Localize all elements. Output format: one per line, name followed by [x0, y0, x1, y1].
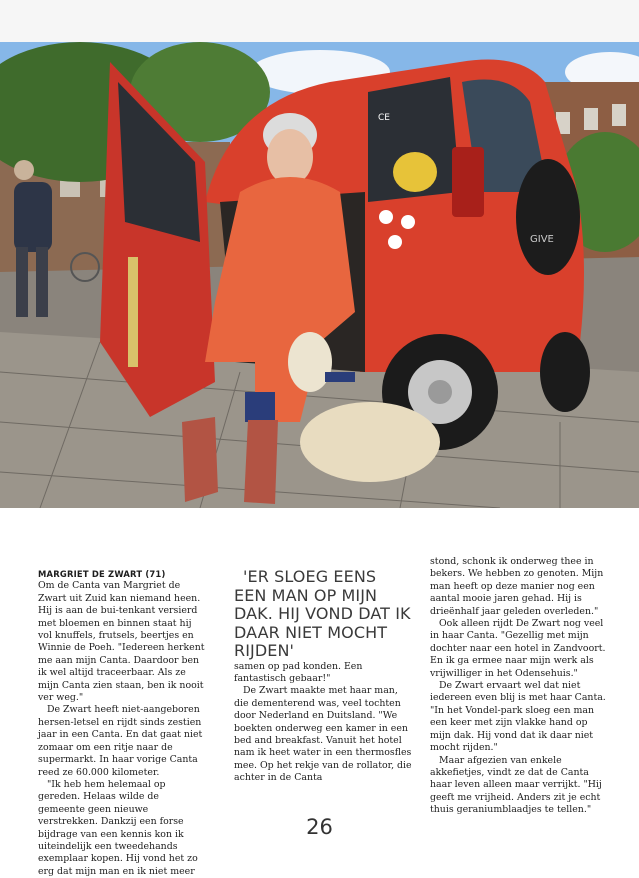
paragraph: Maar afgezien van enkele akkefietjes, vindt ze dat de Canta haar leven alleen maar verrijkt. "Hij geeft me vrijheid. Anders zit je echt thuis geraniumblaadjes te tellen." [430, 754, 602, 816]
article-column-3 [430, 556, 606, 817]
paragraph: Om de Canta van Margriet de Zwart uit Zuid kan niemand heen. Hij is aan de bui-tenkant versierd met bloemen en binnen staat hij vol knuffels, frutsels, beertjes en Winnie de Poeh. "Iedereen herkent me aan mijn Canta. Daardoor ben ik wel altijd traceerbaar. Als ze mijn Canta zien staan, ben ik nooit ver weg." [38, 580, 205, 704]
spare-tire-text: GIVE [530, 234, 554, 245]
top-margin [0, 0, 639, 42]
byline: MARGRIET DE ZWART (71) [38, 569, 166, 579]
article-column-2 [234, 568, 412, 785]
pull-quote: 'ER SLOEG EENS EEN MAN OP MIJN DAK. HIJ VOND DAT IK DAAR NIET MOCHT RIJDEN' [234, 567, 411, 660]
paragraph: stond, schonk ik onderweg thee in bekers. We hebben zo genoten. Mijn man heeft op deze manier nog een aantal mooie jaren gehad. Hij is drieënhalf jaar geleden overleden." [430, 556, 604, 617]
article-photo [0, 42, 639, 508]
page-number: 26 [306, 815, 333, 839]
car-ce-badge: CE [378, 113, 390, 123]
paragraph: Ook alleen rijdt De Zwart nog veel in haar Canta. "Gezellig met mijn dochter naar een hotel in Zandvoort. En ik ga ermee naar mijn werk als vrijwilliger in het Odensehuis." [430, 618, 606, 679]
paragraph: samen op pad konden. Een fantastisch gebaar!" [234, 660, 363, 684]
paragraph: De Zwart heeft niet-aangeboren hersen-letsel en rijdt sinds zestien jaar in een Canta. En dat gaat niet zomaar om een ritje naar de supermarkt. In haar vorige Canta reed ze 60.000 kilometer. [38, 704, 203, 778]
paragraph: De Zwart maakte met haar man, die dementerend was, veel tochten door Nederland en Duitsland. "We boekten onderweg een kamer in een bed and breakfast. Vanuit het hotel nam ik heet water in een thermosfles mee. Op het rekje van de rollator, die achter in de Canta [234, 685, 412, 784]
paragraph: "Ik heb hem helemaal op gereden. Helaas wilde de gemeente geen nieuwe verstrekken. Dankzij een forse bijdrage van een kennis kon ik uiteindelijk een tweedehands exemplaar kopen. Hij vond het zo erg dat mijn man en ik niet meer [38, 778, 198, 877]
paragraph: De Zwart ervaart wel dat niet iedereen even blij is met haar Canta. "In het Vondel-park sloeg een man een keer met zijn vlakke hand op mijn dak. Hij vond dat ik daar niet mocht rijden." [430, 680, 606, 754]
